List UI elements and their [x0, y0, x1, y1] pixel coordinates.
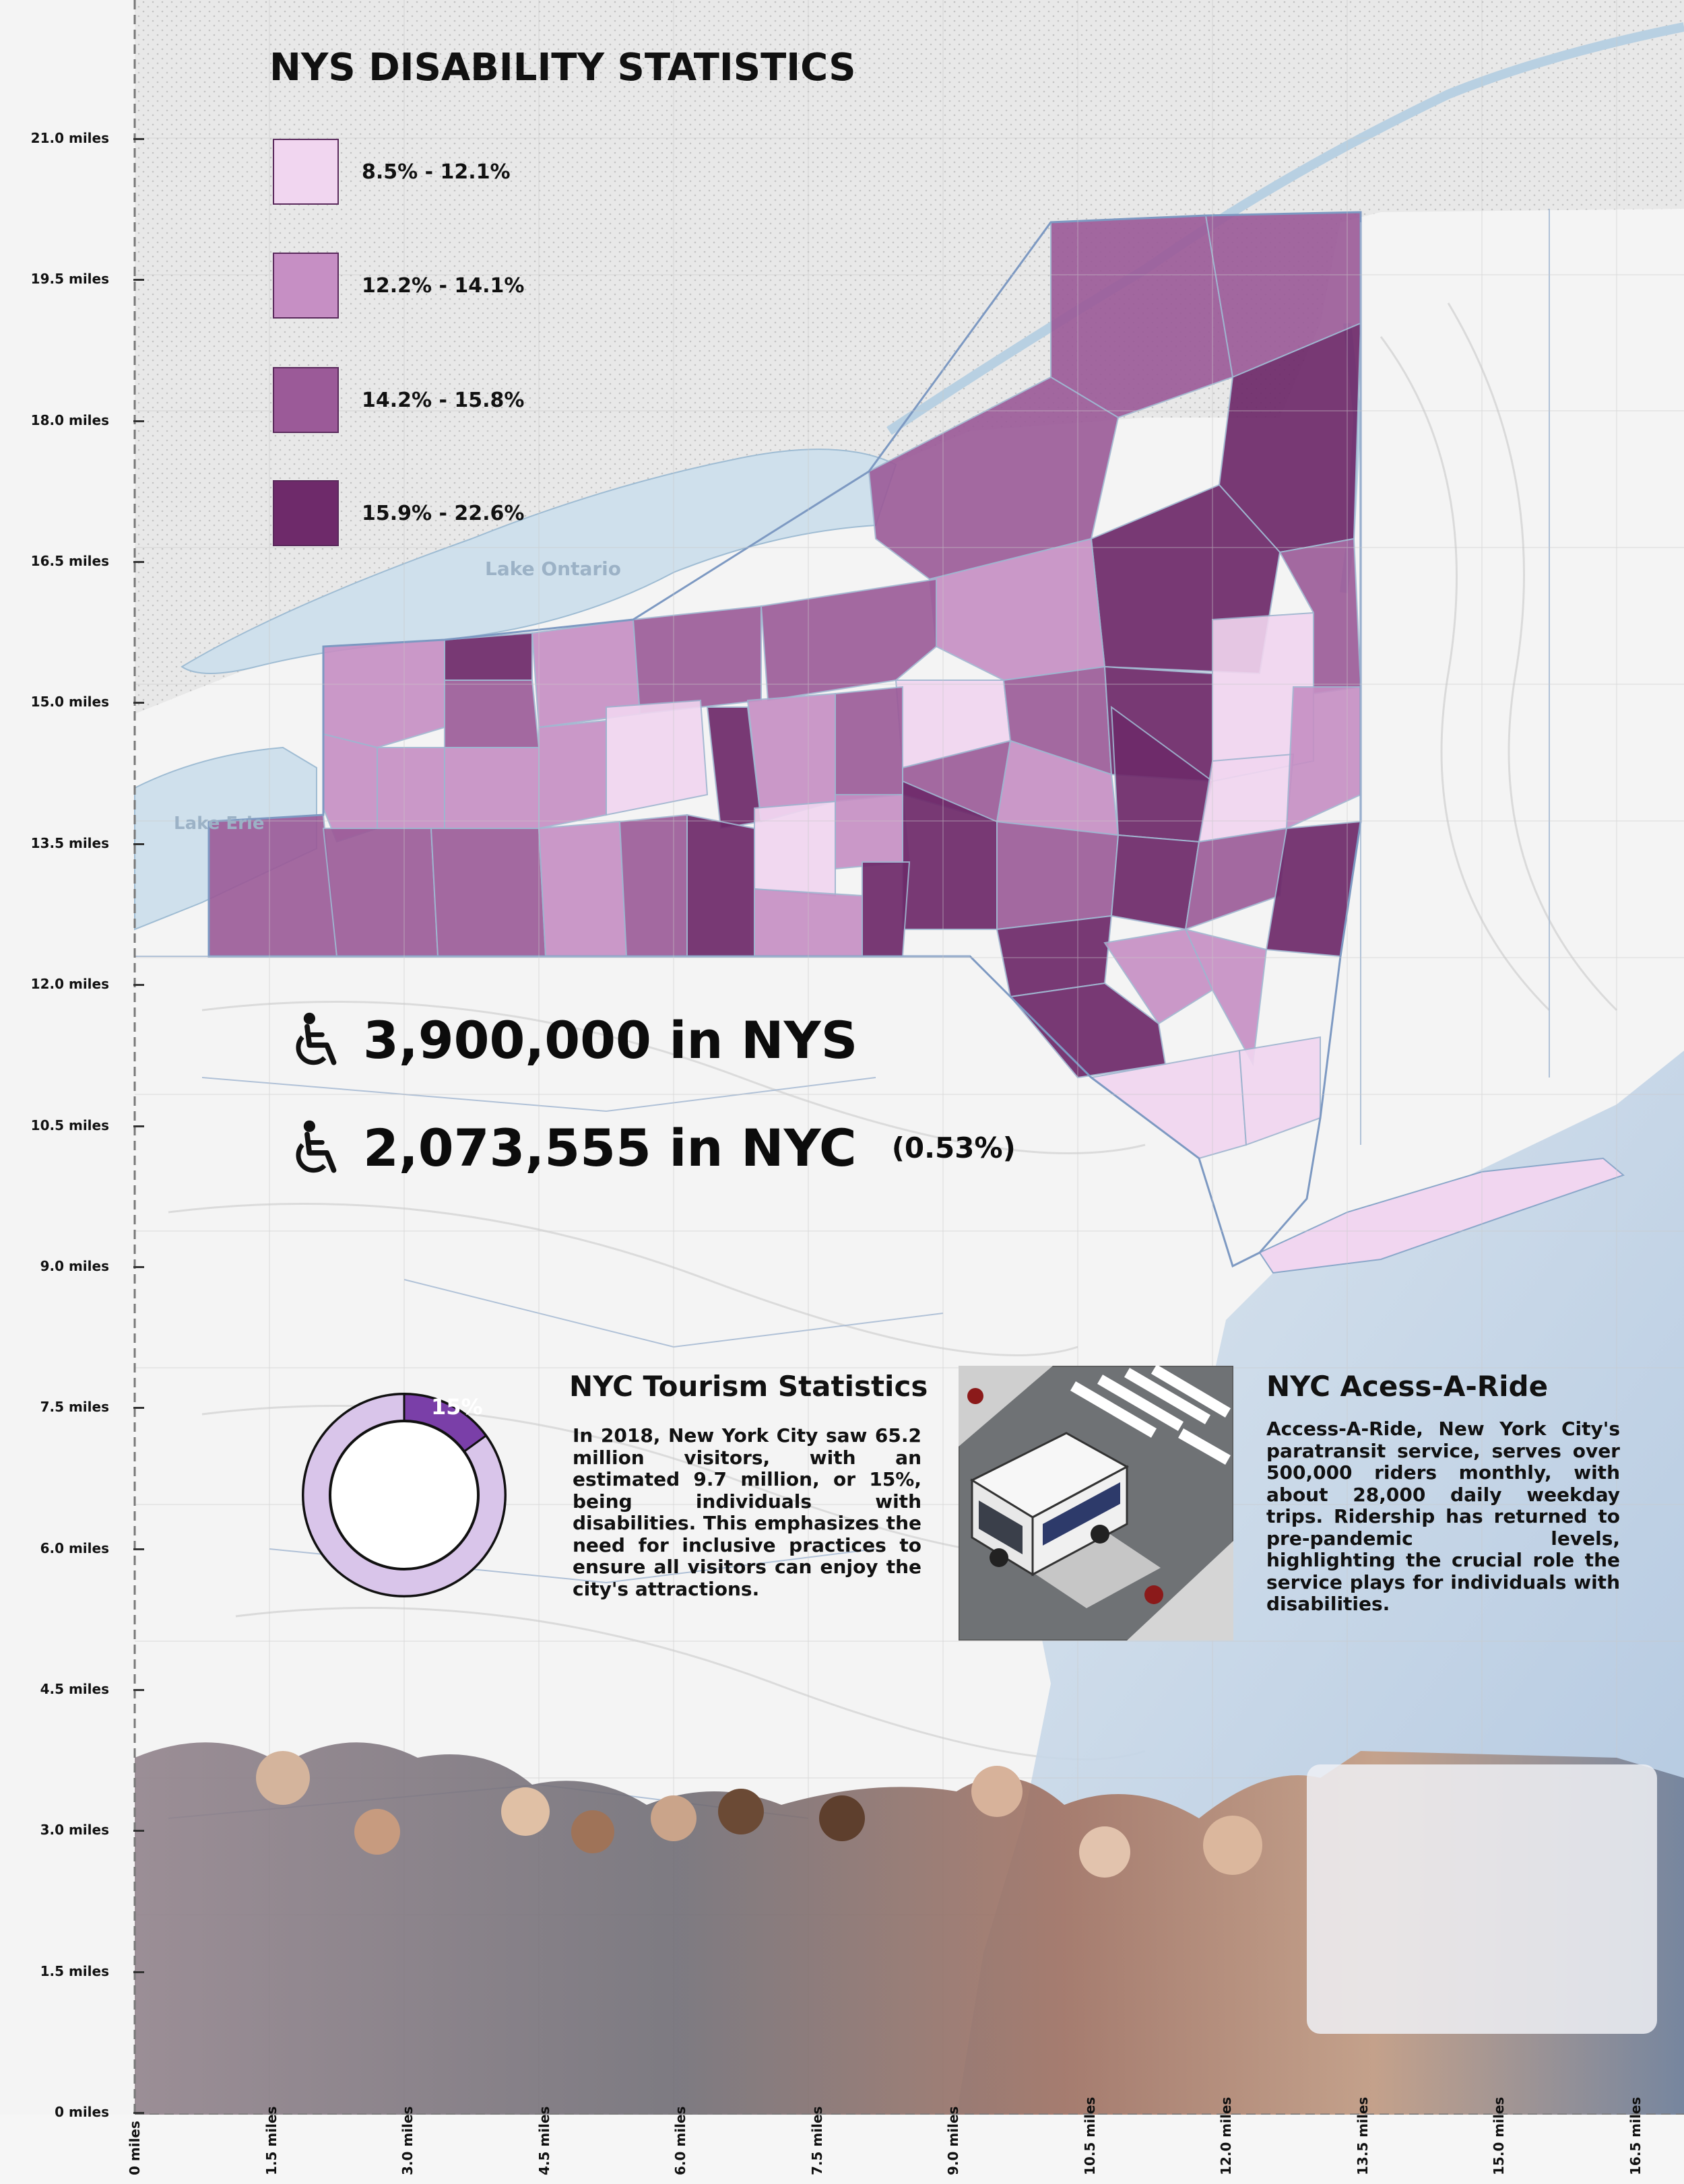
y-axis-tick-label: 4.5 miles [40, 1680, 109, 1697]
legend-label: 14.2% - 15.8% [362, 388, 525, 412]
stat-nys [286, 1010, 857, 1070]
legend-label: 15.9% - 22.6% [362, 501, 525, 525]
legend-swatch [273, 253, 339, 319]
people-photo-collage [135, 1742, 1684, 2115]
x-axis-tick-label: 9.0 miles [945, 2106, 961, 2175]
legend-label: 12.2% - 14.1% [362, 273, 525, 298]
x-axis-tick-label: 16.5 miles [1627, 2096, 1644, 2175]
y-axis-tick-label: 10.5 miles [30, 1117, 109, 1133]
y-axis-tick-label: 21.0 miles [30, 130, 109, 146]
access-a-ride-bus-image [959, 1366, 1233, 1641]
y-axis-tick [133, 1548, 144, 1550]
legend-item [273, 139, 511, 205]
y-axis-tick-label: 3.0 miles [40, 1822, 109, 1839]
donut-label: 15% [431, 1394, 483, 1420]
x-axis-tick-label: 10.5 miles [1081, 2096, 1098, 2175]
x-axis-tick-label: 1.5 miles [263, 2106, 280, 2175]
y-axis-tick-label: 1.5 miles [40, 1962, 109, 1979]
x-axis-tick-label: 3.0 miles [399, 2106, 416, 2175]
x-axis-tick-label: 7.5 miles [808, 2106, 825, 2175]
stat-nyc [286, 1118, 1016, 1178]
tourism-text: In 2018, New York City saw 65.2 million visitors, with an estimated 9.7 million, or 15%, being individuals with disabilities. This emphasizes the need for inclusive practices to ensure all visitors can enjoy the city's attractions. [573, 1424, 921, 1600]
y-axis-tick [133, 1266, 144, 1268]
x-axis-tick-label: 12.0 miles [1218, 2096, 1234, 2175]
y-axis-tick [133, 279, 144, 281]
stat-nyc-value: 2,073,555 in NYC [363, 1118, 857, 1178]
y-axis-tick [133, 1689, 144, 1691]
y-axis-tick [133, 561, 144, 563]
legend-swatch [273, 367, 339, 433]
tourism-heading: NYC Tourism Statistics [569, 1370, 928, 1403]
y-axis-tick [133, 702, 144, 704]
y-axis-tick [133, 2112, 144, 2114]
legend-item [273, 253, 525, 319]
x-axis-tick-label: 0 miles [127, 2121, 143, 2175]
y-axis-tick-label: 12.0 miles [30, 976, 109, 993]
wheelchair-icon [286, 1012, 344, 1069]
legend-swatch [273, 139, 339, 205]
stat-nys-value: 3,900,000 in NYS [363, 1010, 858, 1070]
y-axis-tick [133, 1407, 144, 1409]
y-axis-tick [133, 1830, 144, 1832]
y-axis-tick-label: 13.5 miles [30, 834, 109, 851]
y-axis-tick-label: 0 miles [55, 2104, 109, 2120]
lake-ontario-label: Lake Ontario [485, 558, 622, 580]
y-axis-tick-label: 6.0 miles [40, 1540, 109, 1556]
legend-item [273, 367, 525, 433]
legend-label: 8.5% - 12.1% [362, 160, 511, 184]
y-axis-tick [133, 1125, 144, 1127]
x-axis-tick-label: 13.5 miles [1354, 2096, 1371, 2175]
y-axis-tick-label: 18.0 miles [30, 411, 109, 428]
y-axis-tick-label: 15.0 miles [30, 694, 109, 710]
access-a-ride-text: Access-A-Ride, New York City's paratransit service, serves over 500,000 riders monthly, with about 28,000 daily weekday trips. Ridership has returned to pre-pandemic levels, highlighting the crucial role the service plays for individuals with disabilities. [1266, 1418, 1620, 1615]
y-axis-tick-label: 9.0 miles [40, 1257, 109, 1274]
y-axis-tick-label: 7.5 miles [40, 1399, 109, 1416]
wheelchair-icon [286, 1119, 344, 1177]
access-a-ride-heading: NYC Acess-A-Ride [1266, 1370, 1549, 1403]
y-axis-tick-label: 19.5 miles [30, 271, 109, 288]
tourism-donut-chart [273, 1364, 536, 1626]
y-axis-tick [133, 843, 144, 845]
y-axis-tick [133, 138, 144, 140]
x-axis-tick-label: 6.0 miles [672, 2106, 688, 2175]
y-axis-tick [133, 420, 144, 422]
legend-item [273, 480, 525, 546]
y-axis-tick-label: 16.5 miles [30, 553, 109, 570]
y-axis-tick [133, 984, 144, 986]
page-title: NYS DISABILITY STATISTICS [269, 46, 856, 90]
stat-nyc-percent: (0.53%) [891, 1131, 1016, 1164]
x-axis-tick-label: 15.0 miles [1491, 2096, 1507, 2175]
legend-swatch [273, 480, 339, 546]
lake-erie-label: Lake Erie [174, 814, 265, 834]
x-axis-tick-label: 4.5 miles [536, 2106, 552, 2175]
y-axis-tick [133, 1971, 144, 1973]
